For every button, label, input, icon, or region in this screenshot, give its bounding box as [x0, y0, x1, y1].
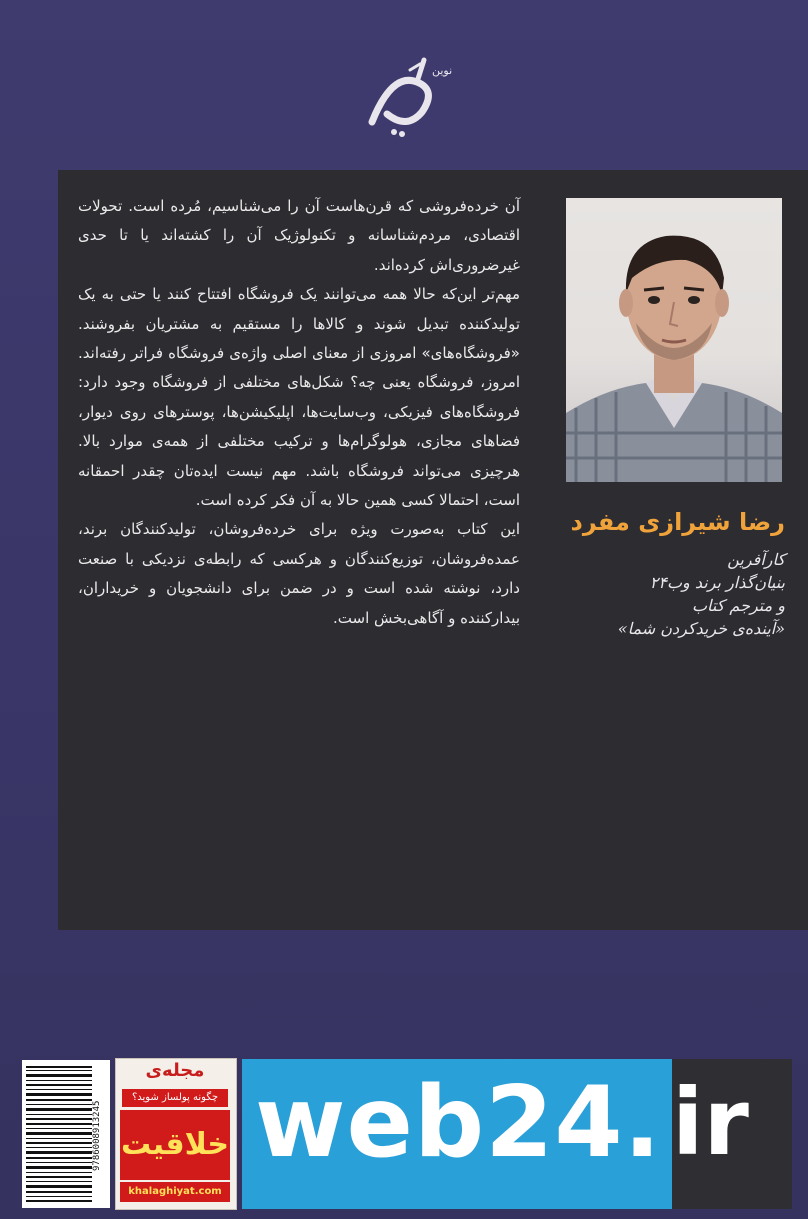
author-name: رضا شیرازی مفرد — [570, 508, 785, 536]
publisher-logo — [362, 52, 452, 142]
isbn-digits: 9786008913245 — [92, 1100, 102, 1172]
blurb-paragraph: مهم‌تر این‌که حالا همه می‌توانند یک فروشگاه افتتاح کنند یا حتی به یک تولیدکننده تبدیل شوند و کالاها را مستقیم به مشتریان بفروشند. «فروشگاه‌های» امروزی از معنای اصلی واژه‌ی فروشگاه فراتر رفته‌اند. امروز، فروشگاه یعنی چه؟ شکل‌های مختلفی از فروشگاه وجود دارد: فروشگاه‌های فیزیکی، وب‌سایت‌ها، اپلیکیشن‌ها، پوسترهای روی دیوار، فضاهای مجازی، هولوگرام‌ها و ترکیب مختلفی از همه‌ی موارد بالا. هرچیزی می‌تواند فروشگاه باشد. مهم نیست ایده‌تان چقدر احمقانه است، احتمالا کسی همین حالا به آن فکر کرده است. — [78, 285, 520, 510]
magazine-url: khalaghiyat.com — [120, 1182, 230, 1202]
book-blurb — [78, 192, 520, 633]
author-title-line: کارآفرین — [727, 550, 785, 569]
author-titles — [545, 548, 785, 640]
magazine-name: خلاقیت — [120, 1110, 230, 1180]
author-title-line: و مترجم کتاب — [691, 596, 785, 615]
magazine-tagline: چگونه پولساز شوید؟ — [122, 1089, 228, 1107]
logo-sub: نوین — [432, 64, 452, 77]
blurb-paragraph: این کتاب به‌صورت ویژه برای خرده‌فروشان، تولیدکنندگان برند، عمده‌فروشان، توزیع‌کنندگان و هرکسی که رابطه‌ی نزدیکی با صنعت دارد، نوشته شده است و در ضمن برای دانشجویان و خریداران، بیدارکننده و آگاهی‌بخش است. — [78, 520, 520, 627]
author-title-line: بنیان‌گذار برند وب۲۴ — [649, 573, 785, 592]
author-title-line: «آینده‌ی خریدکردن شما» — [617, 619, 785, 638]
web24-banner-text: web24. — [255, 1066, 662, 1180]
magazine-label: مجله‌ی — [145, 1060, 205, 1081]
web24-banner-suffix: ir — [672, 1069, 749, 1176]
blurb-paragraph: آن خرده‌فروشی که قرن‌هاست آن را می‌شناسیم، مُرده است. تحولات اقتصادی، مردم‌شناسانه و تکنولوژیک آن را کشته‌اند یا تا حدی غیرضروری‌اش کرده‌اند. — [78, 197, 520, 274]
author-photo — [566, 198, 782, 482]
